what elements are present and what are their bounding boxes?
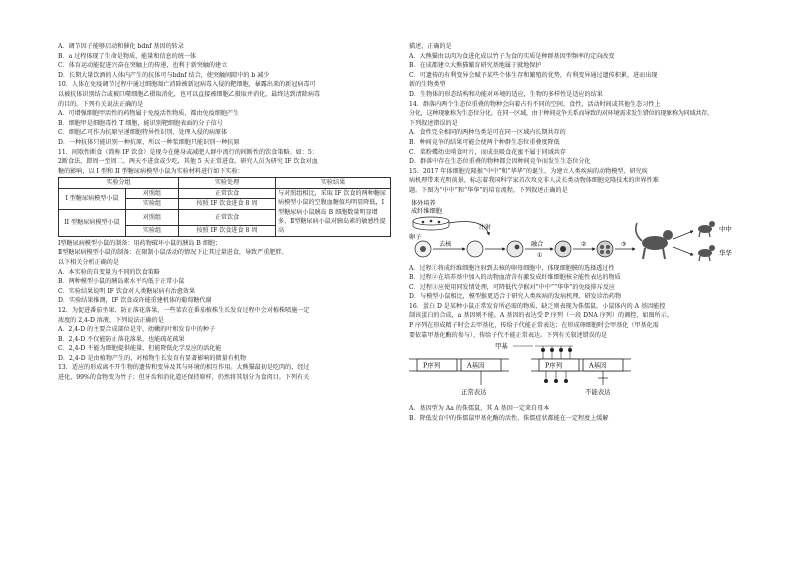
text-line: 16．蛋白 D 是某种小鼠正常发育所必需的物质，缺乏则表现为侏儒鼠。小鼠体内的 A 基因能控 [409, 302, 666, 310]
egg-label: 卵子 [409, 233, 422, 241]
text-line: C．实验结果说明 IF 饮食对人类糖尿病有治愈效果 [58, 287, 196, 295]
text-line: A．基因型为 Aa 的侏儒鼠，其 A 基因一定来自母本 [409, 405, 550, 413]
inject-label: 注射 [479, 223, 492, 231]
experiment-table [58, 177, 391, 236]
table-cell: 按照 IF 饮食进食 8 周 [179, 226, 276, 236]
culture-dish-icon [413, 217, 449, 230]
methylation-diagram [409, 341, 659, 403]
table-cell: 正常饮食 [179, 188, 276, 198]
p-sequence-label: P序列 [423, 361, 441, 370]
table-header: 实验处理 [179, 178, 276, 188]
right-lines-a [409, 42, 749, 196]
right-column [409, 42, 749, 423]
text-line: 分化，这种现象称为生态位分化。在同一区域，由于种间竞争关系而导致的对环境需求发生错位的现象称为同域共存。 [409, 110, 713, 118]
a-gene-label: A基因 [467, 361, 485, 370]
text-line: D．生物体的形态结构和功能对环境的适应，生物的多样性是适应的结果 [409, 90, 603, 98]
table-header: 实验结果 [276, 178, 391, 188]
step1-label: ① [537, 251, 543, 259]
text-line: 浓度的 2,4-D 溶液，下列说法正确的是 [58, 316, 164, 324]
text-line: 描述，正确的是 [409, 43, 452, 50]
table-cell: 对照组 [126, 188, 179, 198]
text-line: 制该蛋白的合成，a 基因则不能。A 基因的表达受 P 序列（一段 DNA 序列）的调控，如图所示。 [409, 312, 673, 320]
left-column [58, 42, 393, 383]
text-line: B．细胞甲是细胞毒性 T 细胞，能识别靶细胞表面的分子信号 [58, 119, 223, 127]
fuse-label: 融合 [531, 240, 544, 248]
text-line: A．调节因子能够启动和催化 bdnf 基因的转录 [58, 43, 184, 50]
enucleate-label: 去核 [439, 240, 452, 248]
text-line: B．种间竞争的结果可能会使两个种群生态位重叠度降低 [409, 138, 560, 146]
text-line: C．可遗传的有利变异会赋予某些个体生存和繁殖的优势，有利变异通过遗传积累，进而出现 [409, 71, 658, 79]
text-line: P 序列在形成精子时会去甲基化，传给子代能正常表达；在形成卵细胞时会甲基化（甲基化需 [409, 322, 659, 330]
text-line: 以被抗体识别结合或被巨噬细胞乙摄取消化，也可以直接被细胞乙摄取并消化，最终达到清除病毒 [58, 90, 321, 98]
text-line: 的目的。下列有关说法正确的是 [58, 100, 144, 108]
table-cell: 实验组 [126, 226, 179, 236]
text-line: Ⅰ型糖尿病模型小鼠的制备：用药物破坏小鼠的胰岛 B 细胞； [58, 239, 222, 247]
text-line: 15．2017 年体细胞克隆猴“中中”和“华华”的诞生，为建立人类疾病的动物模型、研究疾 [409, 167, 648, 175]
arrow-to-zhongzhong [673, 231, 693, 239]
table-cell: II 型糖尿病模型小鼠 [59, 209, 126, 236]
text-line: D．长期大量饮酒的人体内产生的抗体可与bdnf 结合，使突触间隙中的 b 减少 [58, 71, 270, 79]
fibroblast-label: 成纤维细胞 [411, 207, 442, 215]
methylation-figure [409, 341, 749, 403]
text-line: B．a 过程体现了生命是物质、能量和信息的统一体 [58, 52, 197, 60]
text-line: 14．群落内两个生态位重叠的物种会向着占有不同的空间、食性、活动时间或其他生态习性上 [409, 100, 661, 108]
text-line: D．实验结果推测，IF 饮食或许能重建机体的葡萄糖代谢 [58, 297, 212, 305]
zhongzhong-label: 中中 [719, 224, 732, 233]
cloning-flow-diagram [409, 197, 739, 263]
left-lines-a [58, 42, 393, 176]
text-line: 11．间歇性断食（简称 IF 饮食）是现今在健身或减肥人群中流行的间断性的饮食策略。如：5： [58, 148, 318, 156]
text-line: D．与模型小鼠相比，模型猴更适合于研究人类疾病的发病机理、研发诊治药物 [409, 293, 622, 301]
reconstructed-egg-icon [507, 241, 523, 257]
text-line: A．可增强细胞甲活性的药物属于免疫活性物质，都由免疫细胞产生 [58, 110, 240, 118]
text-line: 10．人体在免疫调节过程中通过细胞凋亡消除被新冠病毒入侵的靶细胞，暴露出来的新冠病毒可 [58, 81, 316, 89]
text-line: B．过程②在培养基中加入的动物血清含有激发成纤维细胞核全能性表达的物质 [409, 274, 621, 282]
text-line: C．体育运动能促进兴奋在突触上的传递，也利于新突触的建立 [58, 62, 228, 70]
text-line: D．一种抗体只能识别一种抗原，所以一种浆细胞只能识别一种抗原 [58, 138, 240, 146]
embryo-icon [597, 241, 613, 257]
table-cell: 按照 IF 饮食进食 8 周 [179, 199, 276, 209]
table-cell: 对照组 [126, 209, 179, 226]
enucleated-egg-icon [467, 241, 483, 257]
text-line: A．本实验的自变量为不同的饮食策略 [58, 268, 160, 276]
egg-cell-icon [415, 241, 431, 257]
cloning-flow-figure [409, 197, 749, 263]
table-cell: I 型糖尿病模型小鼠 [59, 188, 126, 209]
text-line: A．大熊猫由以肉为食进化成以竹子为食的实质是种群基因型频率的定向改变 [409, 52, 615, 60]
table-cell: 实验组 [126, 199, 179, 209]
text-line: D．2,4-D 是由植物产生的，对植物生长发育有显著影响的微量有机物 [58, 354, 246, 362]
fused-cell-icon [555, 241, 571, 257]
table-cell: 正常饮食 [179, 209, 276, 226]
text-line: A．2,4-D 的主要合成部位是芽、幼嫩的叶和发育中的种子 [58, 326, 216, 334]
huahua-label: 华华 [719, 248, 732, 257]
text-line: C．2,4-D 不能为细胞提供能量，但能降低化学反应的活化能 [58, 345, 222, 353]
text-line: B．降低发育中的侏儒鼠甲基化酶的活性，侏儒症状都能在一定程度上缓解 [409, 414, 609, 422]
text-line: Ⅱ型糖尿病模型小鼠的制备：在限制小鼠活动的情况下让其过量进食，导致严重肥胖。 [58, 249, 288, 257]
methyl-label: 甲基 [495, 342, 508, 351]
text-line: 糖的影响，以 I 型和 II 型糖尿病模型小鼠为实验材料进行如下实验： [58, 167, 244, 175]
baby-monkey-huahua-icon [698, 245, 715, 261]
text-line: A．过程①将成纤维细胞注射到去核的卵母细胞中，体现细胞膜的选择透过性 [409, 264, 615, 272]
text-line: A．食性完全相同的两种鸟类是可在同一区域内长期共存的 [409, 129, 566, 137]
text-line: 以下相关分析正确的是 [58, 258, 119, 266]
text-line: B．2,4-D 不仅能防止落花落果，也能疏花疏果 [58, 335, 185, 343]
a-gene-label: A基因 [589, 361, 607, 370]
normal-expression-label: 正常表达 [461, 388, 487, 397]
abnormal-expression-label: 不能表达 [585, 388, 611, 397]
culture-label: 体外培养 [411, 199, 436, 207]
text-line: 2断食法，即周一至周二，两天不进食或少吃，其他 5 天正常进食。研究人员为研究 IF 饮食对血 [58, 158, 318, 166]
text-line: 新的生物类型 [409, 81, 446, 89]
text-line: C．细胞乙可作为抗原呈递细胞特异性识别、处理入侵的病原体 [58, 129, 228, 137]
text-line: 题。下图为“中中”和“华华”的培育流程，下列叙述正确的是 [409, 186, 568, 194]
step2-label: ② [581, 240, 587, 248]
text-line: C．过程③应使用同发情处理，可降低代孕猴对“中中”“华华”的免疫排斥反应 [409, 283, 616, 291]
text-line: D．群落中存在生态位重叠的物种都会因种间竞争而发生生态位分化 [409, 158, 591, 166]
right-lines-b [409, 264, 749, 341]
table-header-row [59, 178, 391, 188]
table-result-cell: 与对照组相比，采取 IF 饮食的两种糖尿病模型小鼠的空腹血糖值均明显降低，I 型糖尿病小鼠胰岛 B 细胞数量明显增多，Ⅱ型糖尿病小鼠对胰岛素的敏感性提高 [276, 188, 391, 236]
text-line: 13．适应的形成离不开生物的遗传和变异及其与环境的相互作用。大熊猫最初是吃肉的，经过 [58, 364, 310, 372]
surrogate-monkey-icon [636, 223, 673, 259]
arrow-to-huahua [673, 247, 693, 255]
step3-label: ③ [621, 240, 627, 248]
left-lines-b [58, 239, 393, 383]
table-row [59, 188, 391, 198]
p-sequence-label: P序列 [545, 361, 563, 370]
right-lines-c [409, 404, 749, 423]
text-line: 进化，99%的食物变为竹子；但牙齿和消化道还保持原样，仍然将其划分为食肉目。下列有关 [58, 374, 310, 382]
baby-monkey-zhongzhong-icon [698, 221, 715, 237]
text-line: C．菜粉蝶幼虫啃食叶片，而成虫吸食花蜜不属于同域共存 [409, 148, 567, 156]
text-line: 下列叙述错误的是 [409, 119, 458, 127]
text-line: 要依靠甲基化酶的参与），传给子代不能正常表达。下列有关叙述错误的是 [409, 331, 608, 339]
table-header: 实验分组 [59, 178, 179, 188]
text-line: 病机理带来光明前景，标志着我国科学家首次攻克非人灵长类动物体细胞克隆技术的世界性难 [409, 177, 659, 185]
text-line: B．两种模型小鼠的胰岛素水平均低于正常小鼠 [58, 278, 185, 286]
text-line: 12．为促进番茄坐果、防止落花落果，一些菜农在番茄植株生长发育过程中会对植株喷施一定 [58, 306, 310, 314]
text-line: B．在成都建立大熊猫繁育研究基地属于就地保护 [409, 62, 542, 70]
